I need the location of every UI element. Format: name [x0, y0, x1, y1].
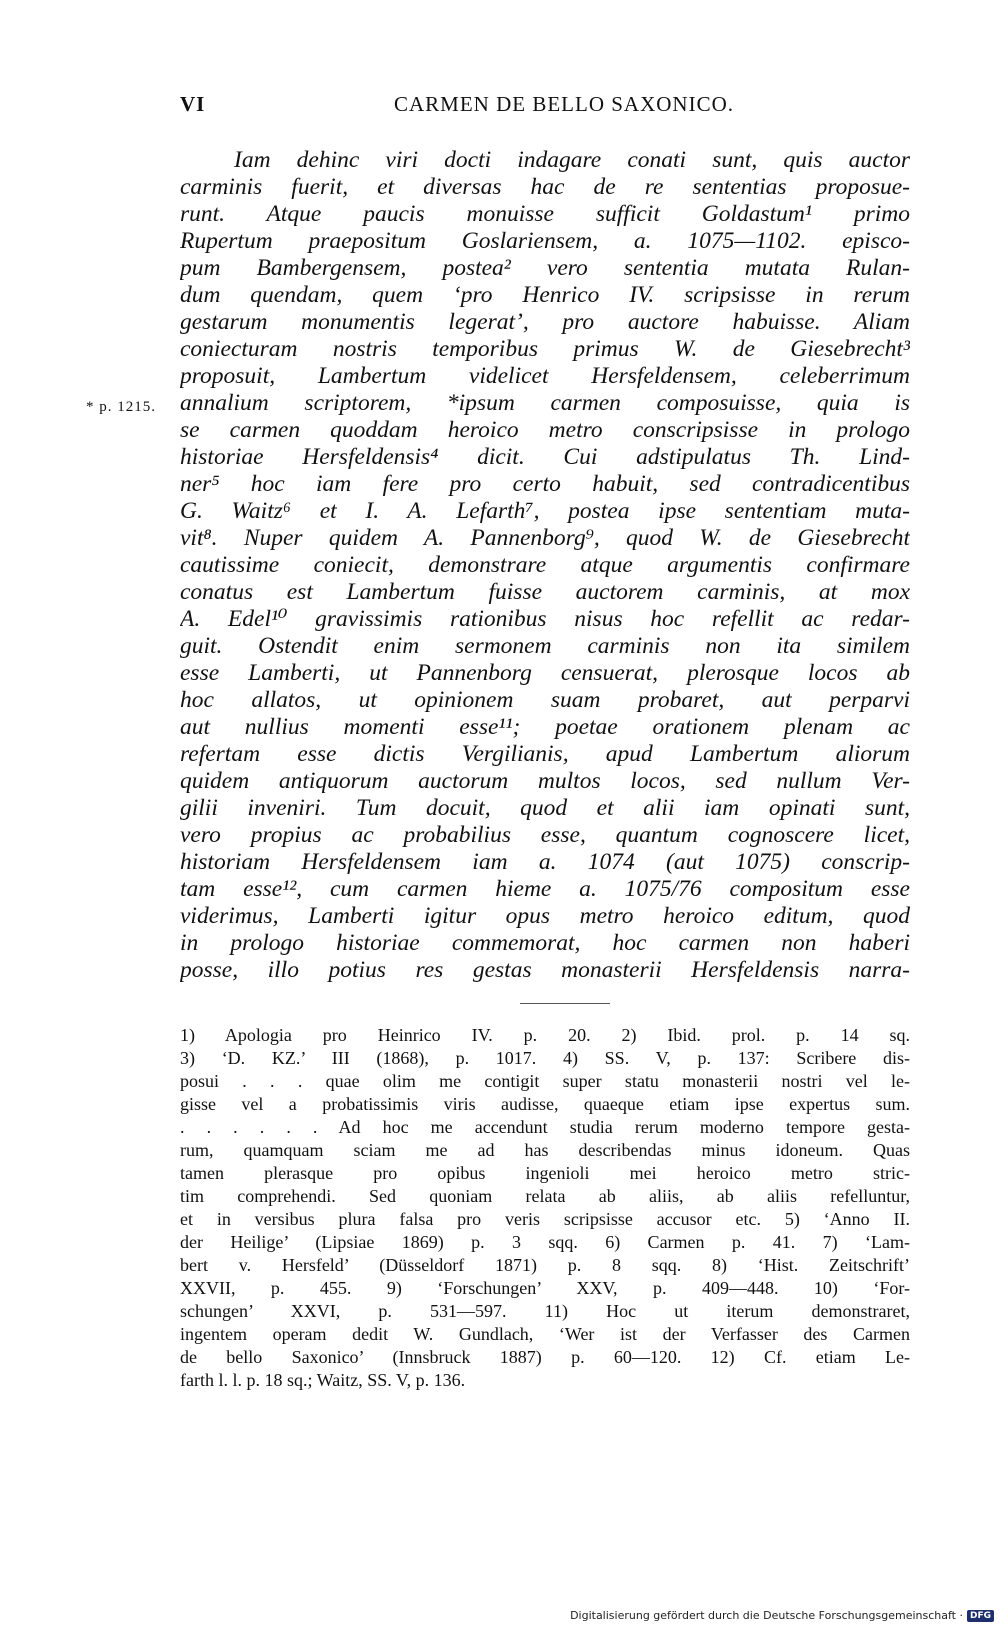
body-line: se carmen quoddam heroico metro conscripsisse in prologo: [180, 417, 910, 443]
page-number: VI: [180, 92, 206, 116]
body-line: Iam dehinc viri docti indagare conati sunt, quis auctor: [234, 147, 910, 173]
digitization-credit: [570, 1609, 994, 1622]
body-line: dum quendam, quem ‘pro Henrico IV. scripsisse in rerum: [180, 282, 910, 308]
body-line: annalium scriptorem, *ipsum carmen composuisse, quia is: [180, 390, 910, 416]
body-line: hoc allatos, ut opinionem suam probaret, aut perparvi: [180, 687, 910, 713]
body-line: tam esse¹², cum carmen hieme a. 1075/76 compositum esse: [180, 876, 910, 902]
body-line: ner⁵ hoc iam fere pro certo habuit, sed contradicentibus: [180, 471, 910, 497]
body-line: gilii inveniri. Tum docuit, quod et alii iam opinati sunt,: [180, 795, 910, 821]
footnote-line: et in versibus plura falsa pro veris scripsisse accusor etc. 5) ‘Anno II.: [180, 1209, 910, 1229]
footnote-line: 3) ‘D. KZ.’ III (1868), p. 1017. 4) SS. V, p. 137: Scribere dis-: [180, 1048, 910, 1068]
running-title: CARMEN DE BELLO SAXONICO.: [394, 92, 734, 116]
digitization-note: Digitalisierung gefördert durch die Deutsche Forschungsgemeinschaft ·: [570, 1609, 963, 1622]
body-line: refertam esse dictis Vergilianis, apud Lambertum aliorum: [180, 741, 910, 767]
body-line: G. Waitz⁶ et I. A. Lefarth⁷, postea ipse sententiam muta-: [180, 498, 910, 524]
footnote-line: tamen plerasque pro opibus ingenioli mei heroico metro stric-: [180, 1163, 910, 1183]
body-line: quidem antiquorum auctorum multos locos, sed nullum Ver-: [180, 768, 910, 794]
footnote-line: XXVII, p. 455. 9) ‘Forschungen’ XXV, p. 409—448. 10) ‘For-: [180, 1278, 910, 1298]
body-line: pum Bambergensem, postea² vero sententia mutata Rulan-: [180, 255, 910, 281]
body-line: viderimus, Lamberti igitur opus metro heroico editum, quod: [180, 903, 910, 929]
body-line: historiae Hersfeldensis⁴ dicit. Cui adstipulatus Th. Lind-: [180, 444, 910, 470]
footnote-line: rum, quamquam sciam me ad has describendas minus idoneum. Quas: [180, 1140, 910, 1160]
body-line: gestarum monumentis legerat’, pro auctore habuisse. Aliam: [180, 309, 910, 335]
footnote-line: bert v. Hersfeld’ (Düsseldorf 1871) p. 8 sqq. 8) ‘Hist. Zeitschrift’: [180, 1255, 910, 1275]
dfg-logo: DFG: [967, 1610, 994, 1622]
margin-page-reference: * p. 1215.: [86, 399, 156, 415]
body-line: historiam Hersfeldensem iam a. 1074 (aut 1075) conscrip-: [180, 849, 910, 875]
footnote-line: posui . . . quae olim me contigit super statu monasterii nostri vel le-: [180, 1071, 910, 1091]
footnote-line: . . . . . . Ad hoc me accendunt studia rerum moderno tempore gesta-: [180, 1117, 910, 1137]
footnote-line: schungen’ XXVI, p. 531—597. 11) Hoc ut iterum demonstraret,: [180, 1301, 910, 1321]
body-line: cautissime coniecit, demonstrare atque argumentis confirmare: [180, 552, 910, 578]
footnote-separator: [520, 1003, 610, 1004]
body-line: Rupertum praepositum Goslariensem, a. 1075—1102. episco-: [180, 228, 910, 254]
footnote-line: der Heilige’ (Lipsiae 1869) p. 3 sqq. 6) Carmen p. 41. 7) ‘Lam-: [180, 1232, 910, 1252]
body-line: proposuit, Lambertum videlicet Hersfeldensem, celeberrimum: [180, 363, 910, 389]
body-line: aut nullius momenti esse¹¹; poetae orationem plenam ac: [180, 714, 910, 740]
footnote-line: farth l. l. p. 18 sq.; Waitz, SS. V, p. 136.: [180, 1370, 466, 1390]
footnote-line: gisse vel a probatissimis viris audisse, quaeque etiam ipse expertus sum.: [180, 1094, 910, 1114]
footnote-line: 1) Apologia pro Heinrico IV. p. 20. 2) Ibid. prol. p. 14 sq.: [180, 1025, 910, 1045]
main-text: [180, 147, 910, 984]
footnotes: [180, 1024, 910, 1392]
body-line: carminis fuerit, et diversas hac de re sententias proposue-: [180, 174, 910, 200]
body-line: vero propius ac probabilius esse, quantum cognoscere licet,: [180, 822, 910, 848]
body-line: posse, illo potius res gestas monasterii Hersfeldensis narra-: [180, 957, 910, 983]
body-line: esse Lamberti, ut Pannenborg censuerat, plerosque locos ab: [180, 660, 910, 686]
body-line: vit⁸. Nuper quidem A. Pannenborg⁹, quod W. de Giesebrecht: [180, 525, 910, 551]
footnote-line: de bello Saxonico’ (Innsbruck 1887) p. 60—120. 12) Cf. etiam Le-: [180, 1347, 910, 1367]
body-line: conatus est Lambertum fuisse auctorem carminis, at mox: [180, 579, 910, 605]
footnote-line: ingentem operam dedit W. Gundlach, ‘Wer ist der Verfasser des Carmen: [180, 1324, 910, 1344]
body-line: A. Edel¹⁰ gravissimis rationibus nisus hoc refellit ac redar-: [180, 606, 910, 632]
footnote-line: tim comprehendi. Sed quoniam relata ab aliis, ab aliis refelluntur,: [180, 1186, 910, 1206]
body-line: runt. Atque paucis monuisse sufficit Goldastum¹ primo: [180, 201, 910, 227]
body-line: in prologo historiae commemorat, hoc carmen non haberi: [180, 930, 910, 956]
body-line: guit. Ostendit enim sermonem carminis non ita similem: [180, 633, 910, 659]
body-line: coniecturam nostris temporibus primus W. de Giesebrecht³: [180, 336, 910, 362]
